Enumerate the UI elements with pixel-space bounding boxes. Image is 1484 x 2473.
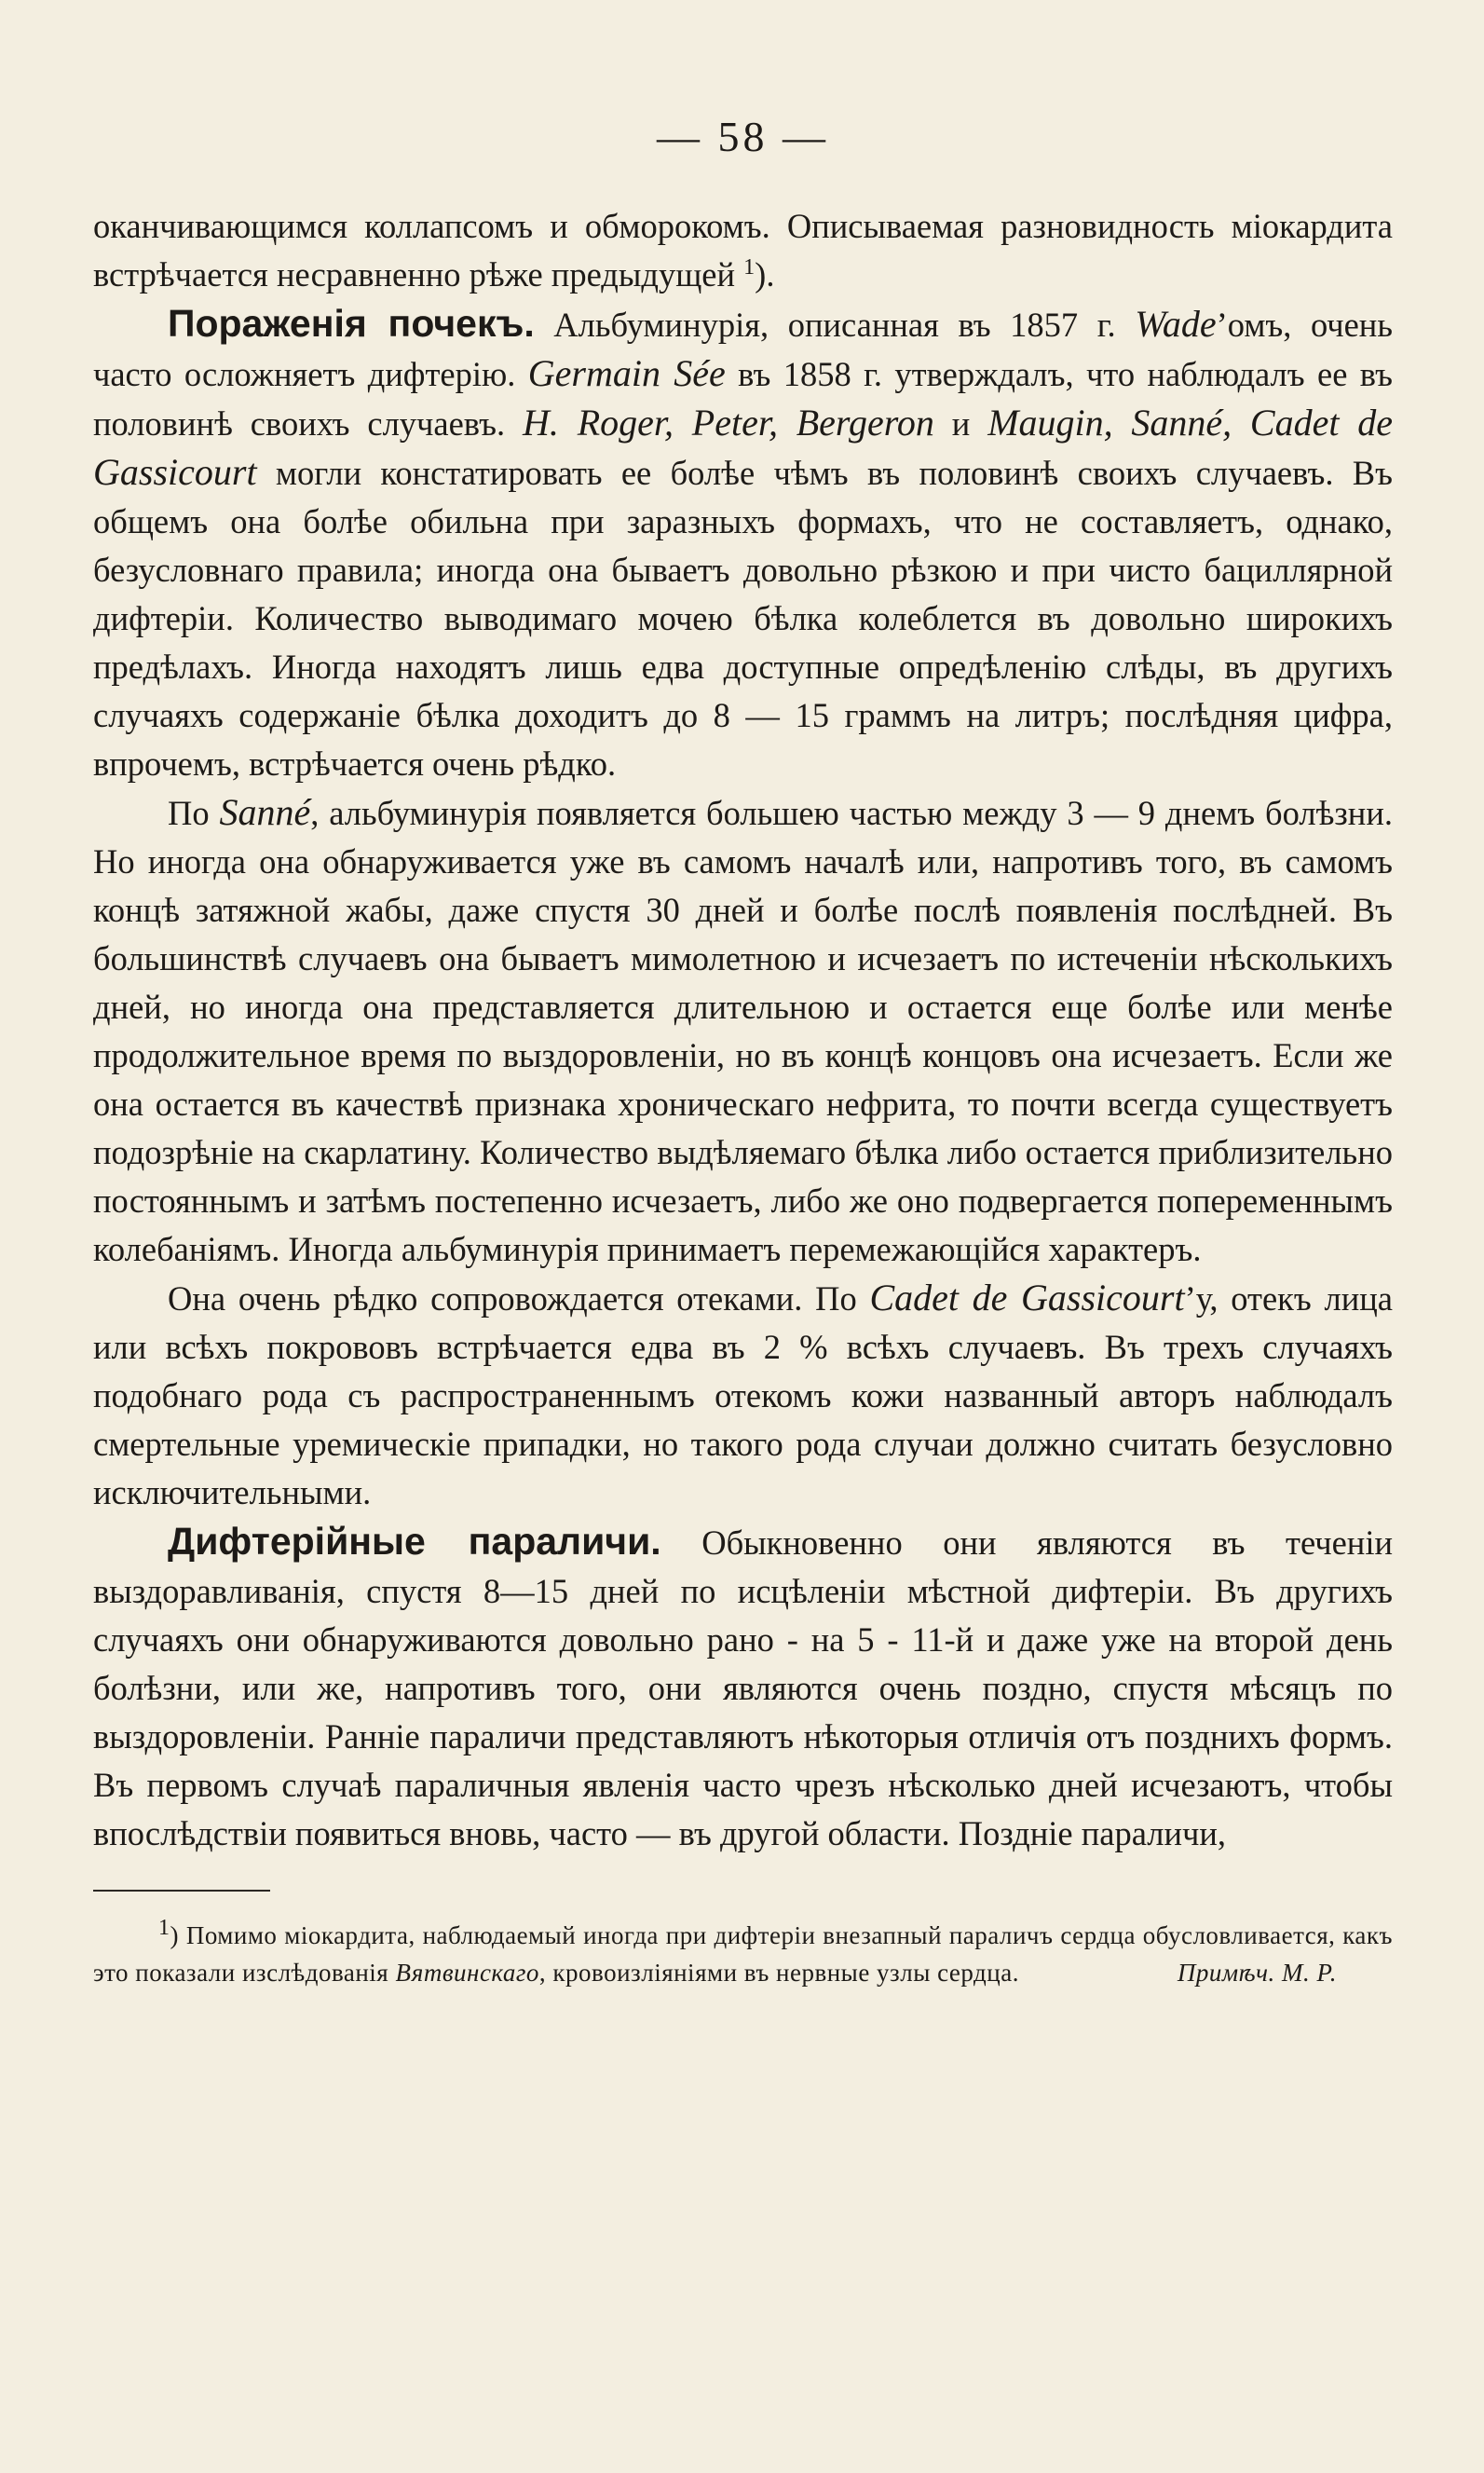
footnote-text: ) Помимо міокардита, наблюдаемый иногда при дифтеріи внезапный параличъ сердца обусловливается, какъ это показали изслѣдованія — [93, 1921, 1393, 1987]
footnote-ref[interactable]: 1 — [743, 254, 756, 280]
paragraph-text: Она очень рѣдко сопровождается отеками. По — [168, 1279, 870, 1318]
author-name: Wade — [1135, 303, 1217, 345]
paragraph-continuation — [93, 202, 1393, 299]
author-name: Germain Sée — [527, 352, 726, 394]
author-name: H. Roger, Peter, Bergeron — [523, 402, 934, 444]
paragraph-text: могли констатировать ее болѣе чѣмъ въ половинѣ своихъ случаевъ. Въ общемъ она болѣе обильна при заразныхъ формахъ, что не составляетъ, однако, безусловнаго правила; иногда она бываетъ довольно рѣзкою и при чисто бациллярной дифтеріи. Количество выводимаго мочею бѣлка колеблется въ довольно широкихъ предѣлахъ. Иногда находятъ лишь едва доступные опредѣленію слѣды, въ другихъ случаяхъ содержаніе бѣлка доходитъ до 8 — 15 граммъ на литръ; послѣдняя цифра, впрочемъ, встрѣчается очень рѣдко. — [93, 454, 1393, 783]
paragraph-text: Альбуминурія, описанная въ 1857 г. — [534, 306, 1136, 344]
page-number: — 58 — — [657, 113, 829, 160]
author-name: Вятвинскаго — [395, 1959, 539, 1987]
paragraph-text: ). — [755, 255, 775, 294]
author-name: Sanné — [219, 791, 311, 833]
paragraph-text: Обыкновенно они являются въ теченіи выздоравливанія, спустя 8—15 дней по исцѣленіи мѣстной дифтеріи. Въ другихъ случаяхъ они обнаруживаются довольно рано - на 5 - 11-й и даже уже на второй день болѣзни, или же, напротивъ того, они являются очень поздно, спустя мѣсяцъ по выздоровленіи. Ранніе параличи представляютъ нѣкоторыя отличія отъ позднихъ формъ. Въ первомъ случаѣ параличныя явленія часто чрезъ нѣсколько дней исчезаютъ, чтобы впослѣдствіи появиться вновь, часто — въ другой области. Поздніе параличи, — [93, 1523, 1394, 1852]
paragraph-text: , альбуминурія появляется большею частью между 3 — 9 днемъ болѣзни. Но иногда она обнаруживается уже въ самомъ началѣ или, напротивъ того, въ самомъ концѣ затяжной жабы, даже спустя 30 дней и болѣе послѣ появленія послѣдней. Въ большинствѣ случаевъ она бываетъ мимолетною и исчезаетъ по истеченіи нѣсколькихъ дней, но иногда она представляется длительною и остается еще болѣе или менѣе продолжительное время по выздоровленіи, но въ концѣ концовъ она исчезаетъ. Если же она остается въ качествѣ признака хроническаго нефрита, то почти всегда существуетъ подозрѣніе на скарлатину. Количество выдѣляемаго бѣлка либо остается приблизительно постояннымъ и затѣмъ постепенно исчезаетъ, либо же оно подвергается попеременнымъ колебаніямъ. Иногда альбуминурія принимаетъ перемежающійся характеръ. — [93, 794, 1394, 1268]
footnote-divider — [93, 1890, 270, 1892]
author-name: Cadet de Gassicourt — [869, 1277, 1185, 1318]
author-name: Maugin, Sanné, Cadet de Gassicourt — [93, 402, 1393, 493]
paragraph-paralysis — [93, 1517, 1393, 1858]
paragraph-text: оканчивающимся коллапсомъ и обморокомъ. Описываемая разновидность міокардита встрѣчается несравненно рѣже предыдущей — [93, 207, 1393, 294]
paragraph-sanne — [93, 788, 1393, 1274]
footnote-text: , кровоизліяніями въ нервные узлы сердца. — [538, 1959, 1019, 1987]
footnote-mark: 1 — [158, 1916, 170, 1940]
paragraph-edema — [93, 1274, 1393, 1517]
paragraph-text: По — [168, 794, 220, 832]
paragraph-kidney — [93, 299, 1393, 788]
paragraph-text: ’у, отекъ лица или всѣхъ покрововъ встрѣчается едва въ 2 % всѣхъ случаевъ. Въ трехъ случаяхъ подобнаго рода съ распространеннымъ отекомъ кожи названный авторъ наблюдалъ смертельные уремическіе припадки, но такого рода случаи должно считать безусловно исключительными. — [93, 1279, 1393, 1511]
paragraph-text: въ 1858 г. утверждалъ, что наблюдалъ ее въ половинѣ своихъ случаевъ. — [93, 355, 1393, 443]
paragraph-text: и — [933, 404, 988, 443]
section-heading-kidney: Пораженія почекъ. — [168, 302, 535, 345]
section-heading-paralysis: Дифтерійные параличи. — [168, 1520, 661, 1563]
paragraph-text: ’омъ, очень часто осложняетъ дифтерію. — [93, 306, 1393, 393]
footnote-signature: Примѣч. М. Р. — [1177, 1959, 1337, 1987]
footnote — [93, 1917, 1393, 1991]
document-page — [93, 112, 1393, 2016]
